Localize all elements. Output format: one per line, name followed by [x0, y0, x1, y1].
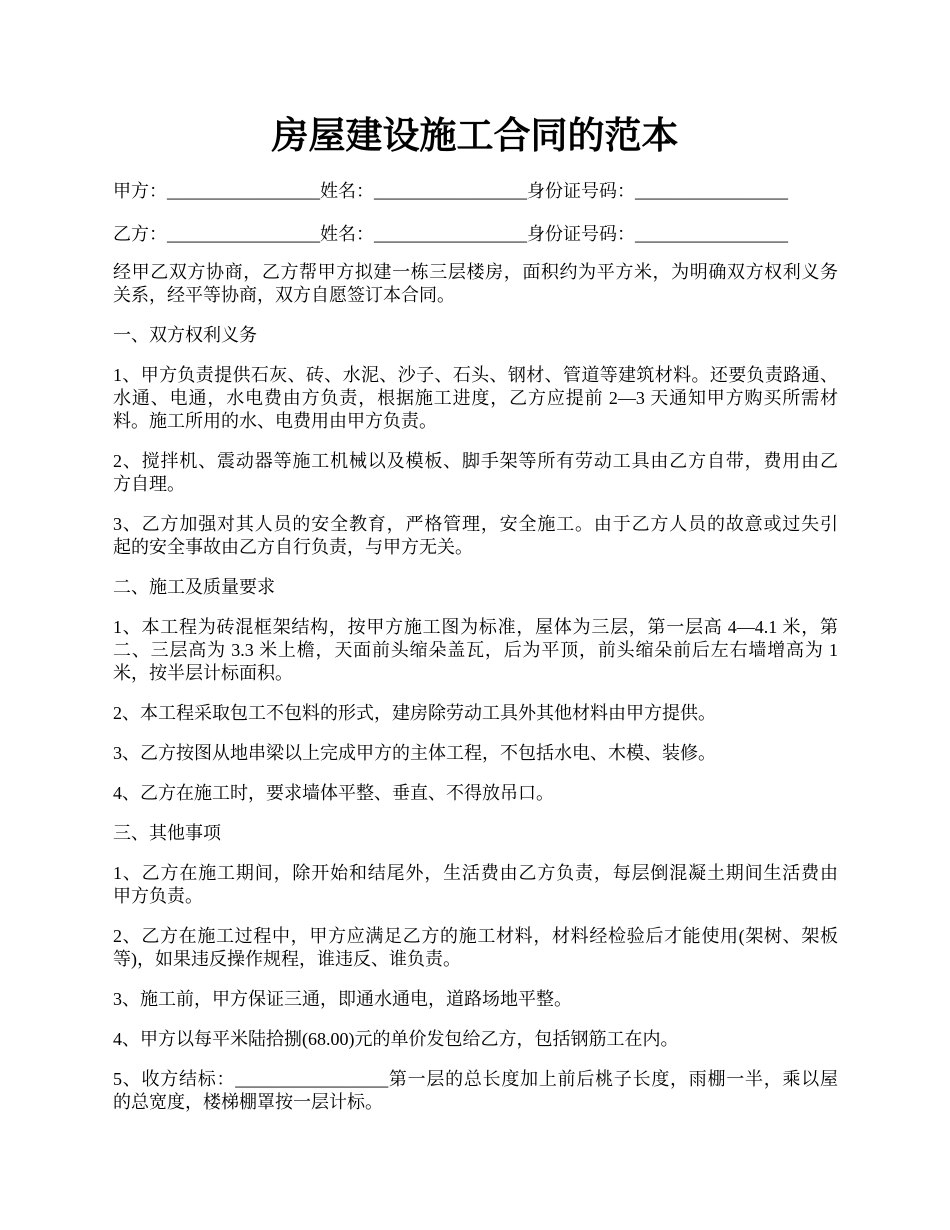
section-3-item-1	[113, 862, 838, 908]
section-3-item-3	[113, 988, 838, 1011]
paragraph-line: 2、乙方在施工过程中，甲方应满足乙方的施工材料，材料经检验后才能使用(架树、架板	[113, 926, 838, 946]
document-title: 房屋建设施工合同的范本	[271, 116, 679, 157]
paragraph-line: 1、甲方负责提供石灰、砖、水泥、沙子、石头、钢材、管道等建筑材料。还要负责路通、	[113, 365, 838, 385]
party-a-name-blank: _________________	[374, 181, 527, 201]
section-1-item-3	[113, 513, 838, 559]
section-1-item-2	[113, 450, 838, 496]
party-a-name-label: 姓名：	[320, 181, 374, 201]
paragraph-line: 1、乙方在施工期间，除开始和结尾外，生活费由乙方负责，每层倒混凝土期间生活费由	[113, 863, 838, 883]
party-b-name-label: 姓名：	[320, 224, 374, 244]
section-2-item-4	[113, 782, 838, 805]
intro-paragraph	[113, 261, 838, 307]
paragraph-line: 等)，如果违反操作规程，谁违反、谁负责。	[113, 949, 461, 969]
party-b-blank: _________________	[167, 224, 320, 244]
section-3-item-5	[113, 1068, 838, 1114]
paragraph-line: 4、甲方以每平米陆拾捌(68.00)元的单价发包给乙方，包括钢筋工在内。	[113, 1029, 679, 1049]
paragraph-line: 方自理。	[113, 474, 185, 494]
paragraph-line: 的总宽度，楼梯棚罩按一层计标。	[113, 1092, 383, 1112]
paragraph-line: 二、三层高为 3.3 米上檐，天面前头缩朵盖瓦，后为平顶，前头缩朵前后左右墙增高为 1	[113, 640, 838, 660]
section-1-heading: 一、双方权利义务	[113, 325, 257, 345]
section-2-heading: 二、施工及质量要求	[113, 577, 275, 597]
section-3-item-4	[113, 1028, 838, 1051]
party-b-name-blank: _________________	[374, 224, 527, 244]
paragraph-line: 起的安全事故由乙方自行负责，与甲方无关。	[113, 537, 473, 557]
party-b-line	[113, 223, 838, 246]
paragraph-line: 4、乙方在施工时，要求墙体平整、垂直、不得放吊口。	[113, 783, 554, 803]
paragraph-line: 5、收方结标：_________________第一层的总长度加上前后桃子长度，雨棚一半，乘以屋	[113, 1069, 838, 1089]
paragraph-line: 2、本工程采取包工不包料的形式，建房除劳动工具外其他材料由甲方提供。	[113, 703, 716, 723]
paragraph-line: 3、乙方按图从地串梁以上完成甲方的主体工程，不包括水电、木模、装修。	[113, 743, 716, 763]
party-a-id-blank: _________________	[635, 181, 788, 201]
party-b-id-blank: _________________	[635, 224, 788, 244]
party-b-label: 乙方：	[113, 224, 167, 244]
paragraph-line: 经甲乙双方协商，乙方帮甲方拟建一栋三层楼房，面积约为平方米，为明确双方权利义务	[113, 262, 838, 282]
party-b-id-label: 身份证号码：	[527, 224, 635, 244]
paragraph-line: 关系，经平等协商，双方自愿签订本合同。	[113, 285, 455, 305]
section-1-item-1	[113, 364, 838, 433]
section-2-item-3	[113, 742, 838, 765]
party-a-id-label: 身份证号码：	[527, 181, 635, 201]
paragraph-line: 2、搅拌机、震动器等施工机械以及模板、脚手架等所有劳动工具由乙方自带，费用由乙	[113, 451, 838, 471]
paragraph-line: 3、施工前，甲方保证三通，即通水通电，道路场地平整。	[113, 989, 572, 1009]
party-a-blank: _________________	[167, 181, 320, 201]
party-a-label: 甲方：	[113, 181, 167, 201]
section-3-item-2	[113, 925, 838, 971]
paragraph-line: 水通、电通，水电费由方负责，根据施工进度，乙方应提前 2—3 天通知甲方购买所需材	[113, 388, 838, 408]
section-3-heading: 三、其他事项	[113, 823, 221, 843]
paragraph-line: 甲方负责。	[113, 886, 203, 906]
paragraph-line: 米，按半层计标面积。	[113, 663, 293, 683]
paragraph-line: 料。施工所用的水、电费用由甲方负责。	[113, 411, 437, 431]
section-2-item-2	[113, 702, 838, 725]
paragraph-line: 3、乙方加强对其人员的安全教育，严格管理，安全施工。由于乙方人员的故意或过失引	[113, 514, 838, 534]
section-2-item-1	[113, 616, 838, 685]
party-a-line	[113, 180, 838, 203]
paragraph-line: 1、本工程为砖混框架结构，按甲方施工图为标准，屋体为三层，第一层高 4—4.1 米，第	[113, 617, 838, 637]
document-body	[113, 180, 838, 1114]
